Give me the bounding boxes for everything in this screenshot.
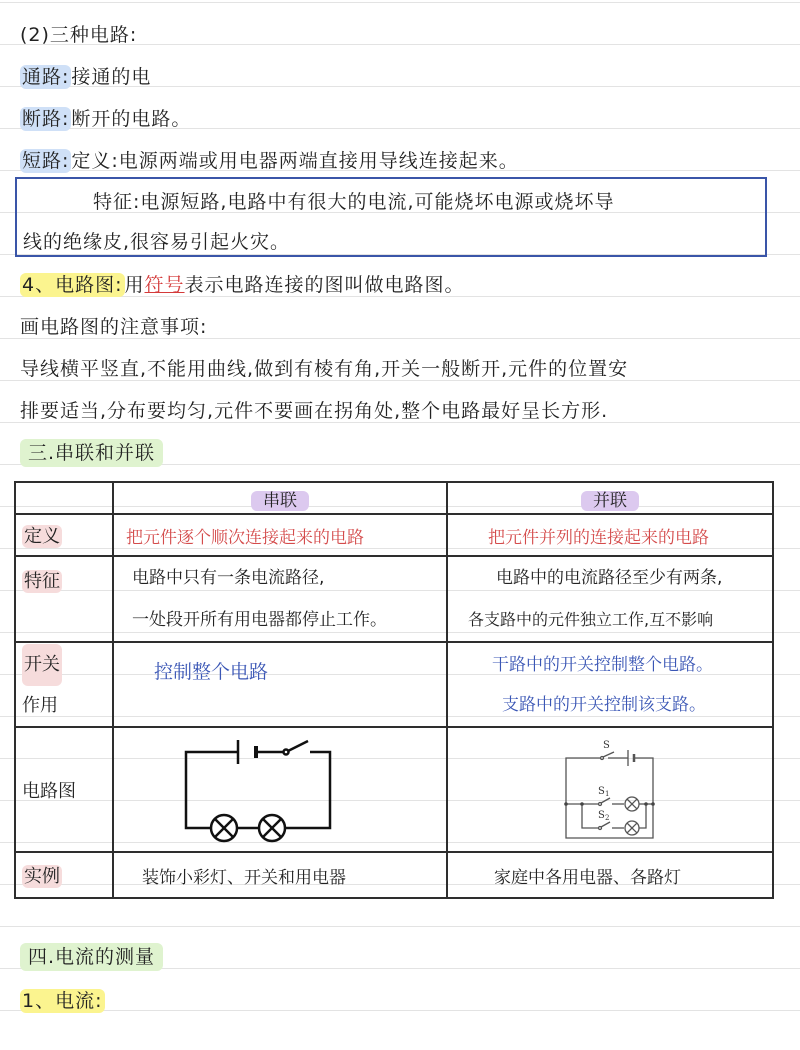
label-closed-circuit: 通路:: [22, 66, 70, 88]
text-closed-circuit: 接通的电: [71, 66, 152, 88]
switch-series: 控制整个电路: [154, 661, 269, 683]
definition-series-cell: [113, 514, 447, 556]
example-parallel: 家庭中各用电器、各路灯: [494, 867, 681, 888]
label-short-circuit: 短路:: [22, 150, 70, 172]
table-header-row: [15, 482, 773, 514]
line-open-circuit: [20, 106, 191, 132]
text-symbol-red: 符号: [144, 274, 185, 296]
switch-label-2: 作用: [22, 694, 58, 716]
label-s2: S: [598, 810, 605, 821]
label-s1-sub: 1: [605, 790, 610, 798]
definition-series: 把元件逐个顺次连接起来的电路: [126, 527, 364, 548]
header-empty-cell: [15, 482, 113, 514]
line-notes-title: 画电路图的注意事项:: [20, 316, 208, 338]
example-label: 实例: [24, 866, 60, 887]
section-title-current-measurement: 四.电流的测量: [20, 943, 163, 971]
feature-series-2: 一处段开所有用电器都停止工作。: [132, 610, 387, 630]
line-short-circuit: [20, 148, 519, 174]
header-series: 串联: [251, 491, 309, 511]
label-s1: S: [598, 786, 605, 797]
line-closed-circuit: [20, 64, 151, 90]
switch-series-cell: [113, 642, 447, 727]
label-s2-sub: 2: [605, 814, 610, 822]
switch-label-1: 开关: [22, 644, 62, 686]
label-s: S: [603, 740, 610, 751]
section-series-parallel: [20, 440, 163, 466]
section-current-measurement: [20, 944, 163, 970]
diagram-label-cell: [15, 727, 113, 852]
line-notes-2: 排要适当,分布要均匀,元件不要画在拐角处,整个电路最好呈长方形.: [20, 400, 609, 422]
line-circuit-diagram: [20, 272, 465, 298]
header-parallel: 并联: [581, 491, 639, 511]
text-open-circuit: 断开的电路。: [71, 108, 192, 130]
feature-parallel-2: 各支路中的元件独立工作,互不影响: [468, 610, 714, 629]
switch-lever: [288, 741, 308, 751]
table-row-example: [15, 852, 773, 898]
definition-label-cell: [15, 514, 113, 556]
feature-parallel-cell: [447, 556, 773, 642]
example-parallel-cell: [447, 852, 773, 898]
feature-series-1: 电路中只有一条电流路径,: [132, 568, 325, 588]
line-notes-1: 导线横平竖直,不能用曲线,做到有棱有角,开关一般断开,元件的位置安: [20, 358, 629, 380]
text-circuit-diagram-pre: 用: [124, 274, 145, 296]
series-wire-right: [285, 752, 330, 828]
diagram-series-cell: [113, 727, 447, 852]
definition-parallel-cell: [447, 514, 773, 556]
diagram-parallel-cell: [447, 727, 773, 852]
table-row-feature: [15, 556, 773, 642]
feature-line-2: 线的绝缘皮,很容易引起火灾。: [23, 231, 291, 253]
header-series-cell: [113, 482, 447, 514]
line-current: [20, 988, 105, 1014]
label-circuit-diagram: 4、电路图:: [22, 274, 123, 296]
series-circuit-diagram: [114, 728, 448, 846]
text-short-circuit-definition: 定义:电源两端或用电器两端直接用导线连接起来。: [71, 150, 519, 172]
definition-label: 定义: [24, 526, 60, 547]
feature-label: 特征: [24, 571, 60, 592]
feature-parallel-1: 电路中的电流路径至少有两条,: [496, 568, 723, 588]
header-parallel-cell: [447, 482, 773, 514]
series-parallel-table: [14, 481, 774, 899]
table-row-switch: [15, 642, 773, 727]
example-label-cell: [15, 852, 113, 898]
feature-line-1: 特征:电源短路,电路中有很大的电流,可能烧坏电源或烧坏导: [93, 191, 615, 213]
table-row-diagram: [15, 727, 773, 852]
example-series-cell: [113, 852, 447, 898]
short-circuit-feature-box: [15, 177, 767, 257]
feature-label-cell: [15, 556, 113, 642]
section-title-series-parallel: 三.串联和并联: [20, 439, 163, 467]
switch-parallel-2: 支路中的开关控制该支路。: [502, 694, 706, 715]
switch-parallel-cell: [447, 642, 773, 727]
table-row-definition: [15, 514, 773, 556]
parallel-circuit-diagram: [448, 728, 774, 846]
label-current: 1、电流:: [22, 990, 103, 1012]
switch-parallel-1: 干路中的开关控制整个电路。: [492, 654, 713, 675]
example-series: 装饰小彩灯、开关和用电器: [142, 867, 346, 888]
label-open-circuit: 断路:: [22, 108, 70, 130]
definition-parallel: 把元件并列的连接起来的电路: [488, 527, 709, 548]
diagram-label: 电路图: [22, 780, 76, 802]
switch-label-cell: [15, 642, 113, 727]
subtitle-three-circuits: (2)三种电路:: [20, 24, 138, 46]
text-circuit-diagram-post: 表示电路连接的图叫做电路图。: [184, 274, 465, 296]
feature-series-cell: [113, 556, 447, 642]
